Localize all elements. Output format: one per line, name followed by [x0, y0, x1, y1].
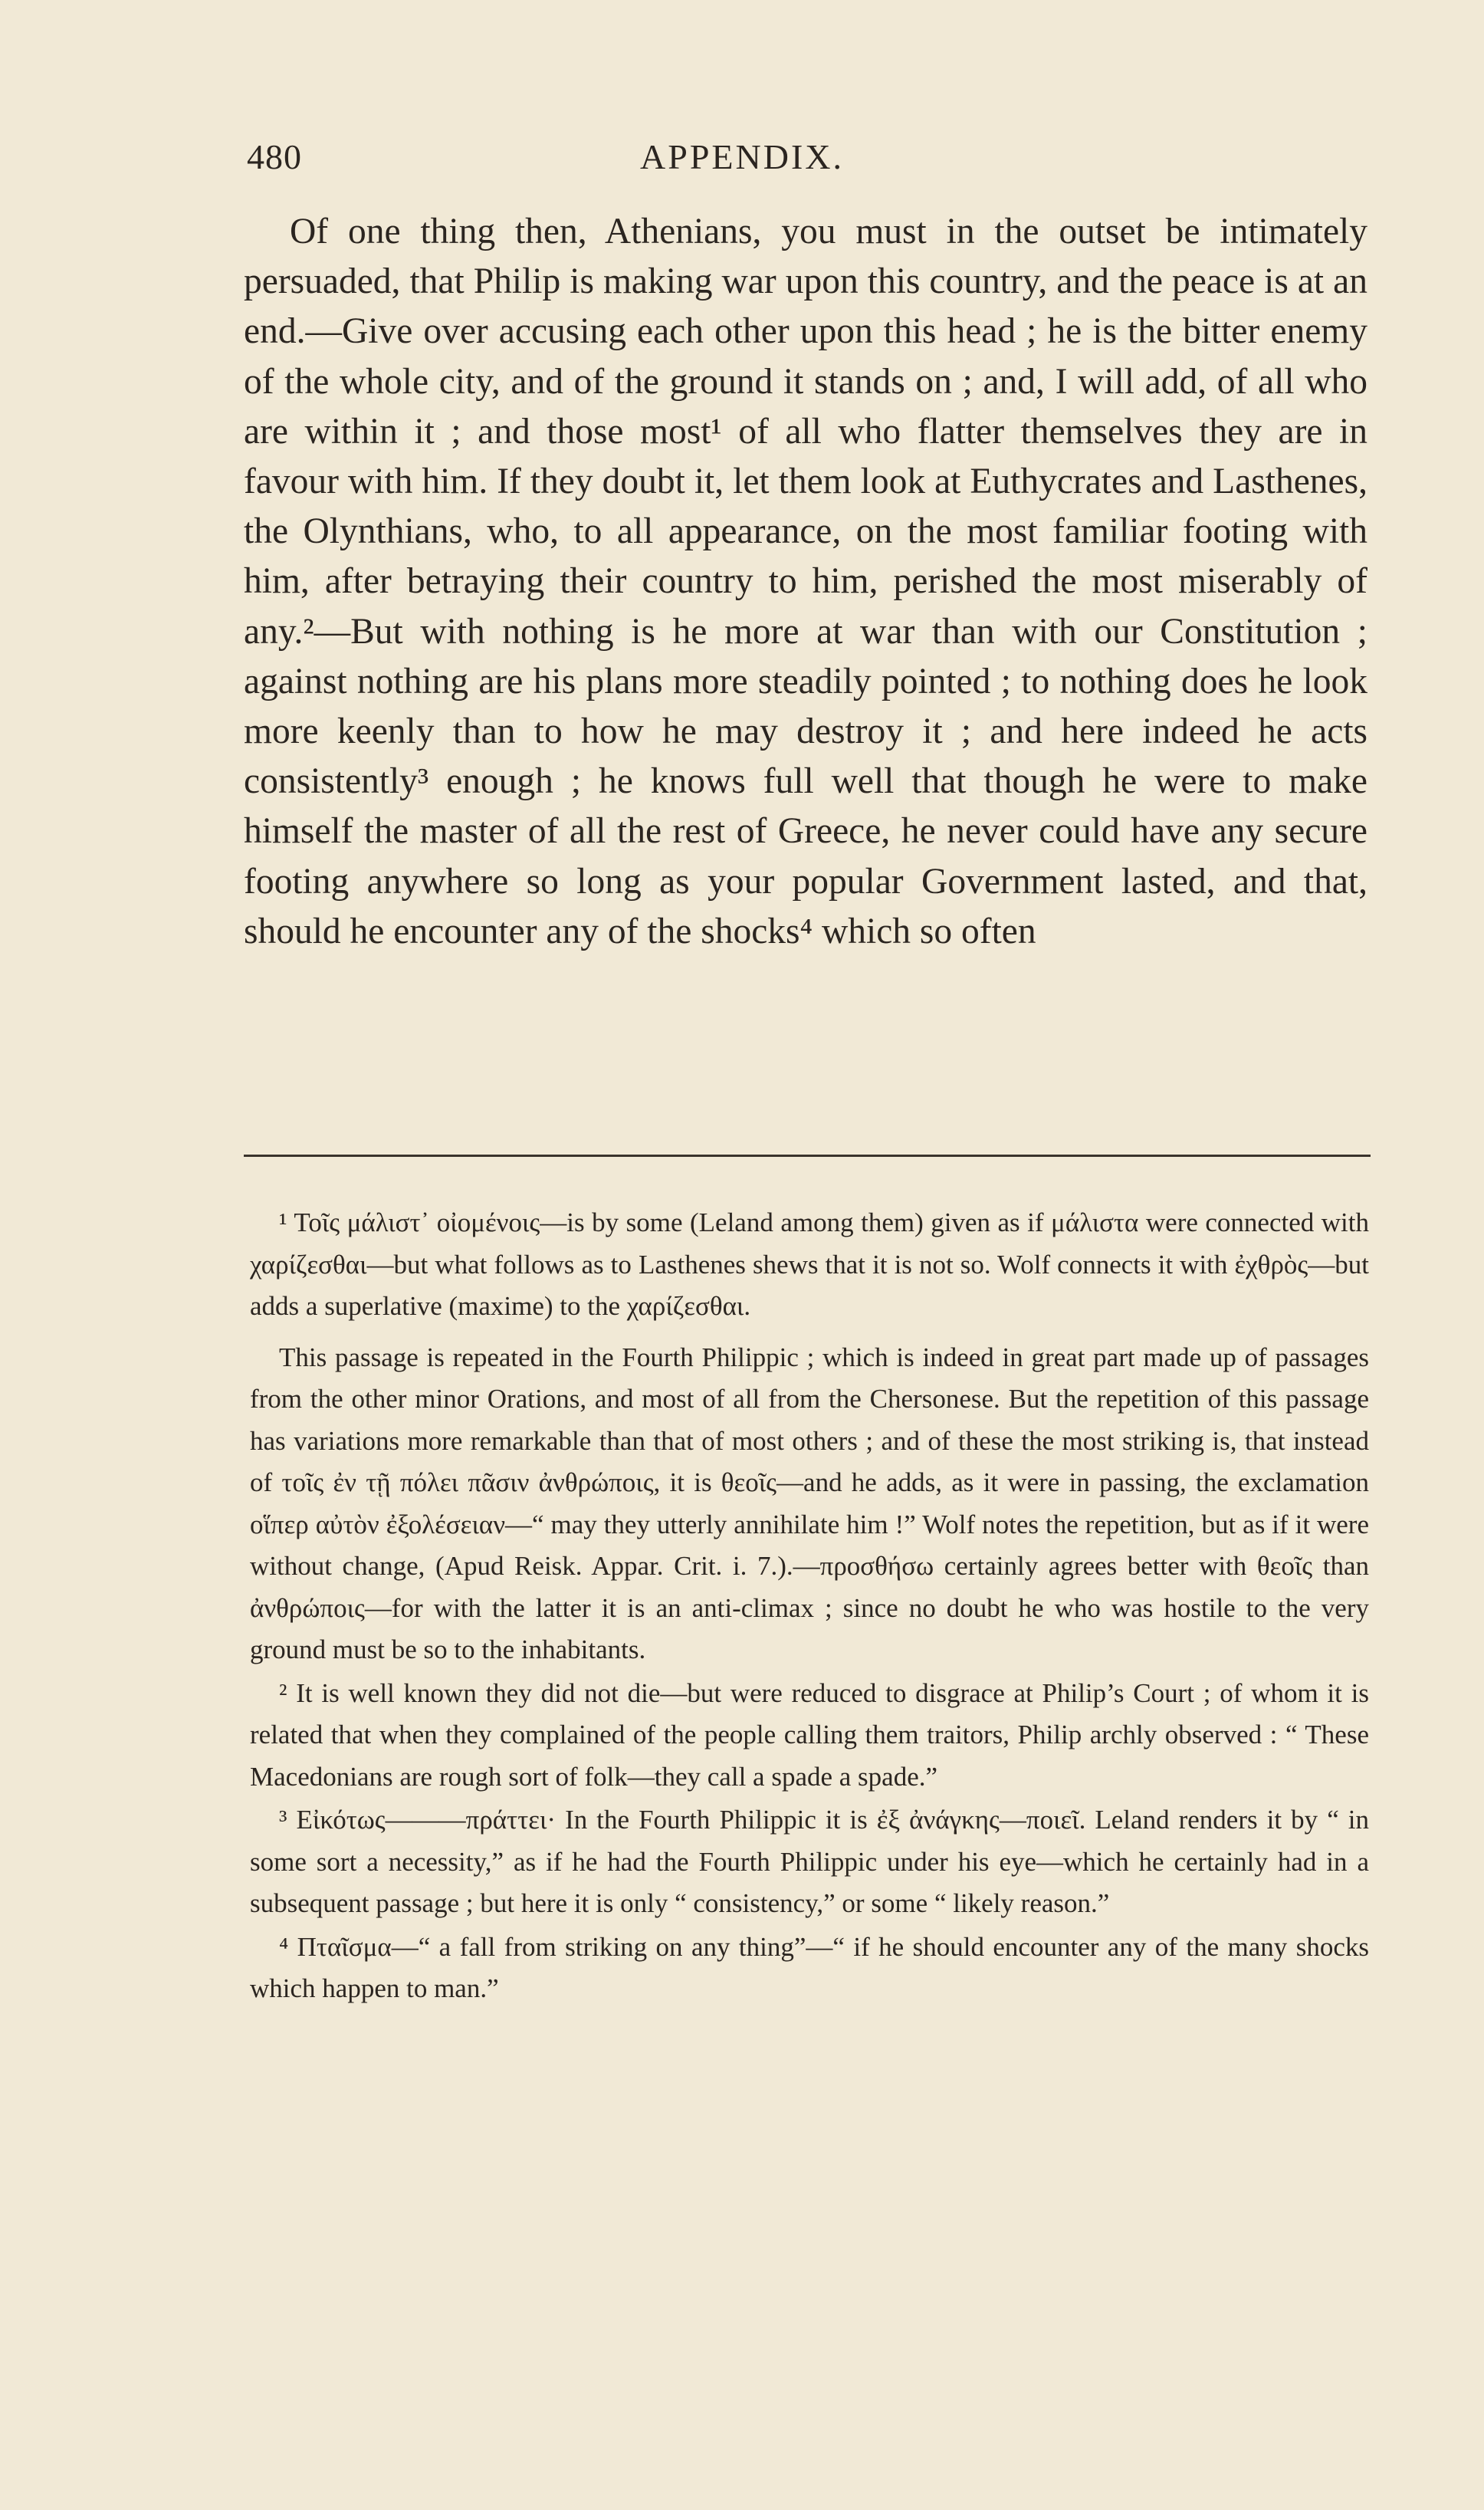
- footnotes: [250, 1202, 1369, 2012]
- page-number: 480: [247, 137, 302, 176]
- footnote-2: ² It is well known they did not die—but were reduced to disgrace at Philip’s Court ; of whom it is related that when they complained of the people calling them traitors, Philip archly observed : “ These Macedonians are rough sort of folk—they call a spade a spade.”: [250, 1677, 1369, 1792]
- footnote-4: ⁴ Πταῖσμα—“ a fall from striking on any thing”—“ if he should encounter any of the many shocks which happen to man.”: [250, 1931, 1369, 2003]
- body-paragraph: Of one thing then, Athenians, you must in the outset be intimately persuaded, that Philip is making war upon this country, and the peace is at an end.—Give over accusing each other upon this head ; he is the bitter enemy of the whole city, and of the ground it stands on ; and, I will add, of all who are within it ; and those most¹ of all who flatter themselves they are in favour with him. If they doubt it, let them look at Euthycrates and Lasthenes, the Olynthians, who, to all appearance, on the most familiar footing with him, after betraying their country to him, perished the most miserably of any.²—But with nothing is he more at war than with our Constitution ; against nothing are his plans more steadily pointed ; to nothing does he look more keenly than to how he may destroy it ; and here indeed he acts consistently³ enough ; he knows full well that though he were to make himself the master of all the rest of Greece, he never could have any secure footing anywhere so long as your popular Government lasted, and that, should he encounter any of the shocks⁴ which so often: [244, 212, 1367, 951]
- running-head: APPENDIX.: [640, 137, 844, 176]
- footnote-1-continued: This passage is repeated in the Fourth Philippic ; which is indeed in great part made up of passages from the other minor Orations, and most of all from the Chersonese. But the repetition of this passage has variations more remarkable than that of most others ; and of these the most striking is, that instead of τοῖς ἐν τῇ πόλει πᾶσιν ἀνθρώποις, it is θεοῖς—and he adds, as it were in passing, the exclamation οἵπερ αὐτὸν ἐξολέσειαν—“ may they utterly annihilate him !” Wolf notes the repetition, but as if it were without change, (Apud Reisk. Appar. Crit. i. 7.).—προσθήσω certainly agrees better with θεοῖς than ἀνθρώποις—for with the latter it is an anti-climax ; since no doubt he who was hostile to the very ground must be so to the inhabitants.: [250, 1342, 1369, 1664]
- footnote-rule: [244, 1155, 1371, 1157]
- footnote-3: ³ Εἰκότως———πράττει· In the Fourth Philippic it is ἐξ ἀνάγκης—ποιεῖ. Leland renders it by “ in some sort a necessity,” as if he had the Fourth Philippic under his eye—which he certainly had in a subsequent passage ; but here it is only “ consistency,” or some “ likely reason.”: [250, 1805, 1369, 1918]
- footnote-1: ¹ Τοῖς μάλιστ᾽ οἰομένοις—is by some (Leland among them) given as if μάλιστα were connected with χαρίζεσθαι—but what follows as to Lasthenes shews that it is not so. Wolf connects it with ἐχθρὸς—but adds a superlative (maxime) to the χαρίζεσθαι.: [250, 1207, 1369, 1321]
